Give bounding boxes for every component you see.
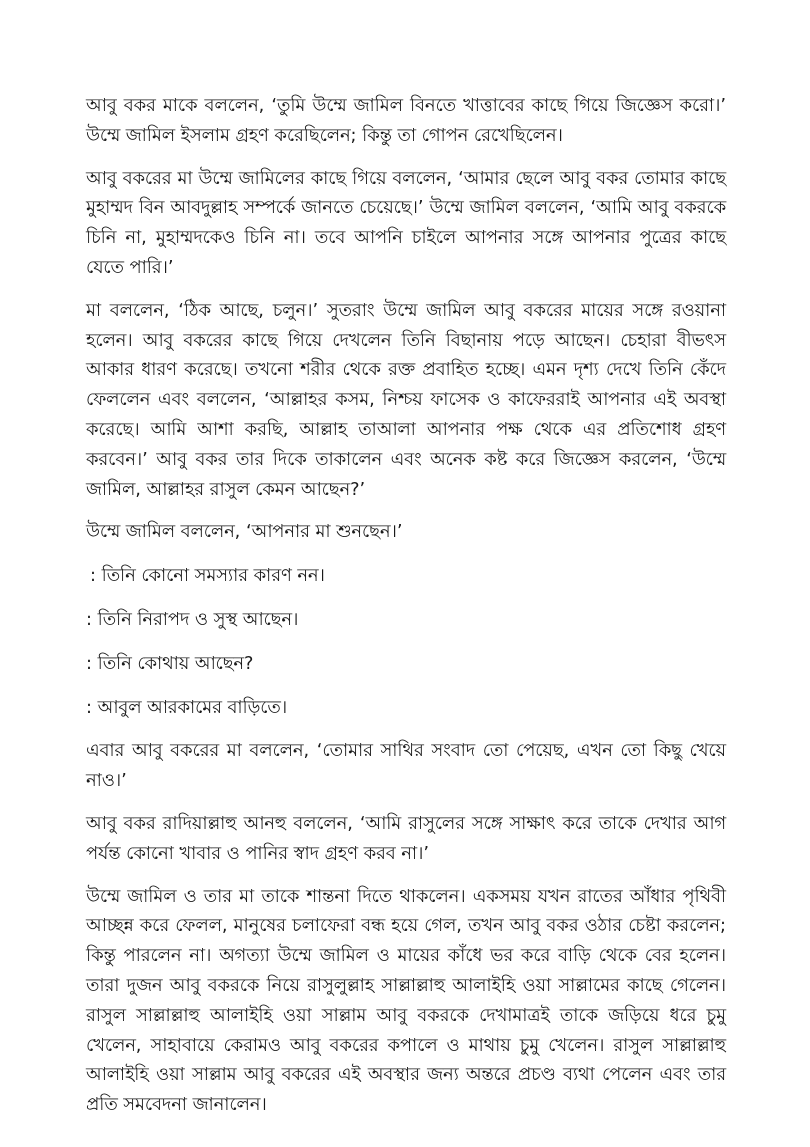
document-page	[86, 92, 726, 1134]
paragraph-abu-bakr-vow: আবু বকর রাদিয়াল্লাহু আনহু বললেন, ‘আমি রাসুলের সঙ্গে সাক্ষাৎ করে তাকে দেখার আগ পর্যন্ত কোনো খাবার ও পানির স্বাদ গ্রহণ করব না।’	[86, 813, 726, 864]
dialog-line: : তিনি কোনো সমস্যার কারণ নন।	[90, 566, 325, 587]
paragraph-umme-jamil-visit: আবু বকরের মা উম্মে জামিলের কাছে গিয়ে বললেন, ‘আমার ছেলে আবু বকর তোমার কাছে মুহাম্মদ বিন আবদুল্লাহ সম্পর্কে জানতে চেয়েছে।’ উম্মে জামিল বললেন, ‘আমি আবু বকরকে চিনি না, মুহাম্মদকেও চিনি না। তবে আপনি চাইলে আপনার সঙ্গে আপনার পুত্রের কাছে যেতে পারি।’	[86, 168, 726, 278]
paragraph-abu-bakr-condition: মা বললেন, ‘ঠিক আছে, চলুন।’ সুতরাং উম্মে জামিল আবু বকরের মায়ের সঙ্গে রওয়ানা হলেন। আবু বকরের কাছে গিয়ে দেখলেন তিনি বিছানায় পড়ে আছেন। চেহারা বীভৎস আকার ধারণ করেছে। তখনো শরীর থেকে রক্ত প্রবাহিত হচ্ছে। এমন দৃশ্য দেখে তিনি কেঁদে ফেললেন এবং বললেন, ‘আল্লাহর কসম, নিশ্চয় ফাসেক ও কাফেররাই আপনার এই অবস্থা করেছে। আমি আশা করছি, আল্লাহ তাআলা আপনার পক্ষ থেকে এর প্রতিশোধ গ্রহণ করবেন।’ আবু বকর তার দিকে তাকালেন এবং অনেক কষ্ট করে জিজ্ঞেস করলেন, ‘উম্মে জামিল, আল্লাহর রাসুল কেমন আছেন?’	[86, 300, 726, 500]
dialog-line: : তিনি নিরাপদ ও সুস্থ আছেন।	[86, 609, 299, 630]
paragraph-meeting-prophet: উম্মে জামিল ও তার মা তাকে শান্তনা দিতে থাকলেন। একসময় যখন রাতের আঁধার পৃথিবী আচ্ছন্ন করে ফেলল, মানুষের চলাফেরা বন্ধ হয়ে গেল, তখন আবু বকর ওঠার চেষ্টা করলেন; কিন্তু পারলেন না। অগত্যা উম্মে জামিল ও মায়ের কাঁধে ভর করে বাড়ি থেকে বের হলেন। তারা দুজন আবু বকরকে নিয়ে রাসুলুল্লাহ সাল্লাল্লাহু আলাইহি ওয়া সাল্লামের কাছে গেলেন। রাসুল সাল্লাল্লাহু আলাইহি ওয়া সাল্লাম আবু বকরকে দেখামাত্রই তাকে জড়িয়ে ধরে চুমু খেলেন, সাহাবায়ে কেরামও আবু বকরের কপালে ও মাথায় চুমু খেলেন। রাসুল সাল্লাল্লাহু আলাইহি ওয়া সাল্লাম আবু বকরের এই অবস্থার জন্য অন্তরে প্রচণ্ড ব্যথা পেলেন এবং তার প্রতি সমবেদনা জানালেন।	[86, 886, 726, 1116]
paragraph-eat-something: এবার আবু বকরের মা বললেন, ‘তোমার সাথির সংবাদ তো পেয়েছ, এখন তো কিছু খেয়ে নাও।’	[86, 741, 726, 792]
dialog-line: : তিনি কোথায় আছেন?	[86, 653, 254, 674]
paragraph-mother-asked: আবু বকর মাকে বললেন, ‘তুমি উম্মে জামিল বিনতে খাত্তাবের কাছে গিয়ে জিজ্ঞেস করো।’ উম্মে জামিল ইসলাম গ্রহণ করেছিলেন; কিন্তু তা গোপন রেখেছিলেন।	[86, 96, 726, 146]
dialog-line: : আবুল আরকামের বাড়িতে।	[86, 697, 288, 718]
paragraph-mother-listening: উম্মে জামিল বললেন, ‘আপনার মা শুনছেন।’	[86, 522, 403, 543]
